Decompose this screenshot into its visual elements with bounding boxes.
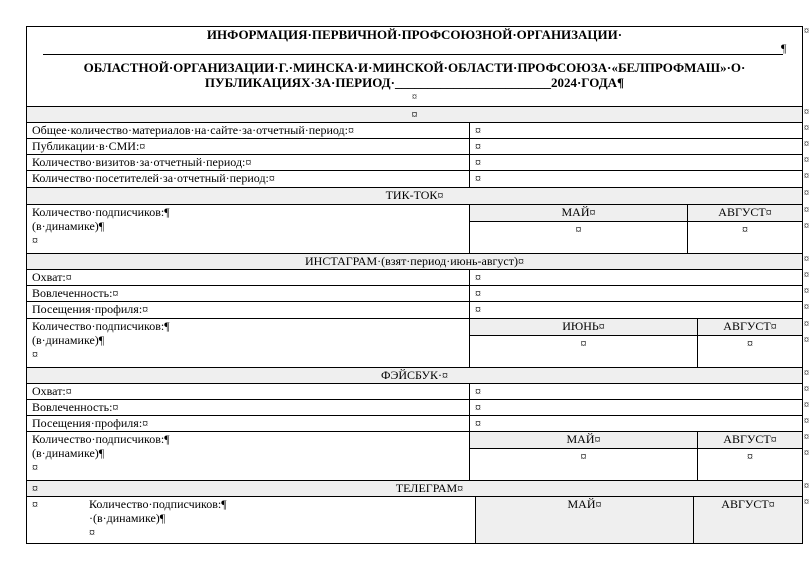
section-title-row bbox=[26, 480, 803, 496]
row-end-mark: ¤ bbox=[804, 188, 809, 199]
row-value[interactable]: ¤ bbox=[469, 171, 802, 187]
month-header: МАЙ¤ bbox=[475, 497, 693, 543]
row-end-mark: ¤ bbox=[804, 26, 809, 37]
section-title-tiktok: ТИК-ТОК¤ bbox=[385, 188, 444, 202]
table-row bbox=[26, 301, 803, 318]
section-title-row bbox=[26, 367, 803, 383]
label-line: Количество·подписчиков:¶ bbox=[32, 319, 170, 333]
row-end-mark: ¤ bbox=[804, 497, 809, 508]
header-line-3: ПУБЛИКАЦИЯХ·ЗА·ПЕРИОД·________________________2024·ГОДА¶ bbox=[204, 75, 625, 90]
row-end-mark: ¤ bbox=[804, 270, 809, 281]
cell-end-mark: ¤ bbox=[411, 107, 418, 121]
row-end-mark: ¤ bbox=[804, 432, 809, 443]
row-label: Количество·посетителей·за·отчетный·период:¤ bbox=[32, 171, 275, 185]
row-end-mark: ¤ bbox=[804, 205, 809, 216]
subscribers-row bbox=[26, 204, 803, 253]
label-line: ¤ bbox=[32, 460, 38, 474]
row-end-mark: ¤ bbox=[804, 416, 809, 427]
subscribers-row bbox=[26, 496, 803, 544]
month-header: АВГУСТ¤ bbox=[697, 319, 802, 335]
row-end-mark: ¤ bbox=[804, 302, 809, 313]
table-row bbox=[26, 122, 803, 138]
document-header bbox=[26, 26, 803, 106]
table-row bbox=[26, 138, 803, 154]
row-label: Вовлеченность:¤ bbox=[32, 400, 119, 414]
row-label: Вовлеченность:¤ bbox=[32, 286, 119, 300]
row-value[interactable]: ¤ bbox=[469, 416, 802, 431]
row-label: Общее·количество·материалов·на·сайте·за·отчетный·период:¤ bbox=[32, 123, 354, 137]
row-end-mark: ¤ bbox=[804, 286, 809, 297]
row-label: Публикации·в·СМИ:¤ bbox=[32, 139, 146, 153]
row-label: Охват:¤ bbox=[32, 384, 72, 398]
label-line: ¤ bbox=[32, 233, 38, 247]
month-value[interactable]: ¤ bbox=[469, 222, 687, 253]
row-value[interactable]: ¤ bbox=[469, 139, 802, 154]
row-value[interactable]: ¤ bbox=[469, 286, 802, 301]
label-line: ¤ bbox=[32, 347, 38, 361]
row-end-mark: ¤ bbox=[804, 123, 809, 134]
month-value[interactable]: ¤ bbox=[697, 449, 802, 480]
subscribers-label bbox=[27, 319, 469, 367]
cell-end-mark: ¤ bbox=[32, 481, 38, 495]
month-header: АВГУСТ¤ bbox=[697, 432, 802, 448]
month-header: МАЙ¤ bbox=[469, 205, 687, 221]
section-title-telegram: ТЕЛЕГРАМ¤ bbox=[395, 481, 464, 495]
section-title-row bbox=[26, 253, 803, 269]
month-value[interactable]: ¤ bbox=[687, 222, 802, 253]
month-value[interactable]: ¤ bbox=[469, 449, 697, 480]
row-label: Охват:¤ bbox=[32, 270, 72, 284]
header-line-1: ИНФОРМАЦИЯ·ПЕРВИЧНОЙ·ПРОФСОЮЗНОЙ·ОРГАНИЗАЦИИ· bbox=[206, 27, 623, 42]
label-line: ¤ bbox=[89, 525, 95, 539]
header-underline bbox=[43, 54, 783, 55]
row-value[interactable]: ¤ bbox=[469, 384, 802, 399]
table-row bbox=[26, 285, 803, 301]
subscribers-label bbox=[27, 205, 469, 253]
blank-shaded-row bbox=[26, 106, 803, 122]
subscribers-label bbox=[89, 497, 469, 543]
pilcrow-mark: ¶ bbox=[781, 41, 787, 55]
row-label: Посещения·профиля:¤ bbox=[32, 416, 149, 430]
subscribers-row bbox=[26, 318, 803, 367]
label-line: ·(в·динамике)¶ bbox=[89, 511, 166, 525]
cell-end-mark: ¤ bbox=[412, 92, 417, 103]
row-end-mark: ¤ bbox=[804, 335, 809, 346]
table-row bbox=[26, 269, 803, 285]
row-value[interactable]: ¤ bbox=[469, 123, 802, 138]
label-line: Количество·подписчиков:¶ bbox=[89, 497, 227, 511]
cell-end-mark: ¤ bbox=[32, 497, 38, 511]
subscribers-row bbox=[26, 431, 803, 480]
section-title-facebook: ФЭЙСБУК·¤ bbox=[380, 368, 449, 382]
label-line: Количество·подписчиков:¶ bbox=[32, 205, 170, 219]
row-end-mark: ¤ bbox=[804, 171, 809, 182]
row-end-mark: ¤ bbox=[804, 368, 809, 379]
row-end-mark: ¤ bbox=[804, 448, 809, 459]
table-row bbox=[26, 154, 803, 170]
row-value[interactable]: ¤ bbox=[469, 302, 802, 318]
row-end-mark: ¤ bbox=[804, 139, 809, 150]
row-end-mark: ¤ bbox=[804, 481, 809, 492]
row-end-mark: ¤ bbox=[804, 107, 809, 118]
month-header: АВГУСТ¤ bbox=[687, 205, 802, 221]
row-end-mark: ¤ bbox=[804, 254, 809, 265]
row-label: Количество·визитов·за·отчетный·период:¤ bbox=[32, 155, 252, 169]
month-header: АВГУСТ¤ bbox=[693, 497, 802, 543]
month-header: ИЮНЬ¤ bbox=[469, 319, 697, 335]
table-row bbox=[26, 170, 803, 187]
label-line: (в·динамике)¶ bbox=[32, 219, 105, 233]
table-row bbox=[26, 415, 803, 431]
month-header: МАЙ¤ bbox=[469, 432, 697, 448]
header-line-2: ОБЛАСТНОЙ·ОРГАНИЗАЦИИ·Г.·МИНСКА·И·МИНСКОЙ·ОБЛАСТИ·ПРОФСОЮЗА·«БЕЛПРОФМАШ»·О· bbox=[83, 60, 746, 75]
subscribers-label bbox=[27, 432, 469, 480]
row-end-mark: ¤ bbox=[804, 155, 809, 166]
section-title-instagram: ИНСТАГРАМ·(взят·период·июнь-август)¤ bbox=[305, 254, 524, 268]
row-label: Посещения·профиля:¤ bbox=[32, 302, 149, 316]
month-value[interactable]: ¤ bbox=[697, 336, 802, 367]
month-value[interactable]: ¤ bbox=[469, 336, 697, 367]
row-value[interactable]: ¤ bbox=[469, 400, 802, 415]
row-end-mark: ¤ bbox=[804, 319, 809, 330]
row-value[interactable]: ¤ bbox=[469, 155, 802, 170]
table-row bbox=[26, 399, 803, 415]
row-end-mark: ¤ bbox=[804, 400, 809, 411]
label-line: Количество·подписчиков:¶ bbox=[32, 432, 170, 446]
row-end-mark: ¤ bbox=[804, 384, 809, 395]
label-line: (в·динамике)¶ bbox=[32, 333, 105, 347]
row-value[interactable]: ¤ bbox=[469, 270, 802, 285]
row-end-mark: ¤ bbox=[804, 221, 809, 232]
section-title-row bbox=[26, 187, 803, 204]
label-line: (в·динамике)¶ bbox=[32, 446, 105, 460]
table-row bbox=[26, 383, 803, 399]
